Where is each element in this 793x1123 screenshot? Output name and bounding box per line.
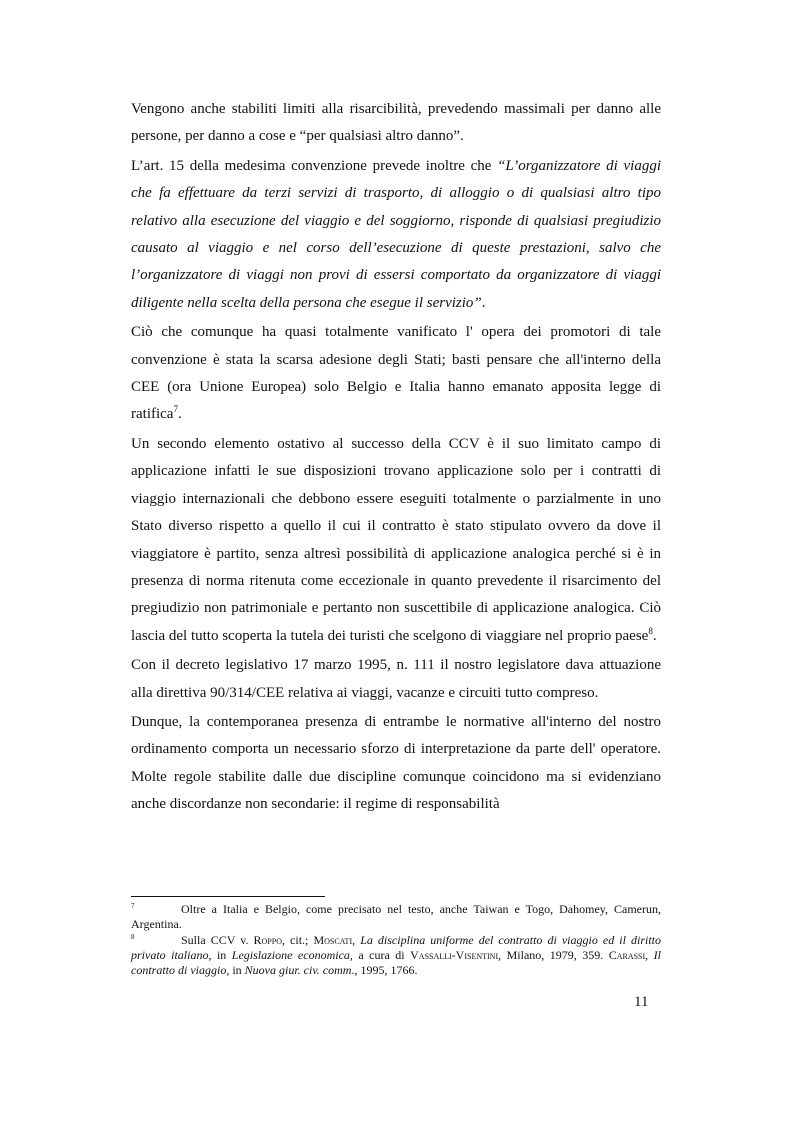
quoted-article-text: “L’organizzatore di viaggi che fa effettuare da terzi servizi di trasporto, di alloggio o di qualsiasi altro tipo relativo alla esecuzione del viaggio e del soggiorno, risponde di qualsiasi pregiudizio causato al viaggio e nel corso dell’esecuzione di queste prestazioni, salvo che l’organizzatore di viaggi non provi di essersi comportato da organizzatore di viaggi diligente nella scelta della persona che esegue il servizio” (131, 157, 661, 311)
paragraph-art-15-end: . (481, 294, 486, 311)
footnote-8-author: Carassi (608, 948, 646, 962)
paragraph-ratification-end: . (177, 406, 182, 423)
footnote-8-segment: , in (208, 948, 232, 962)
footnote-divider (131, 896, 325, 897)
footnote-8-journal: Nuova giur. civ. comm (244, 963, 352, 977)
footnote-8-title: Il contratto di viaggio, (131, 948, 661, 977)
footnote-8-title: Legislazione economica (231, 948, 350, 962)
footnote-8 (131, 933, 661, 978)
paragraph-art-15-intro: L’art. 15 della medesima convenzione prevede inoltre che (131, 157, 498, 174)
footnote-8-segment: in (229, 963, 245, 977)
page-number: 11 (634, 994, 649, 1010)
footnote-7 (131, 902, 661, 932)
footnote-7-mark: 7 (131, 902, 135, 910)
footnote-8-author: Roppo (253, 933, 282, 947)
footnote-8-title: La disciplina uniforme del contratto di viaggio ed il diritto privato italiano (131, 933, 662, 962)
footnote-8-author: Moscati (313, 933, 353, 947)
footnote-ref-8: 8 (648, 625, 653, 636)
footnotes (131, 902, 661, 979)
paragraph-scope-end: . (652, 627, 657, 644)
footnote-8-segment: , Milano, 1979, 359. (498, 948, 609, 962)
paragraph-interpretation (131, 709, 661, 819)
paragraph-scope (131, 431, 661, 650)
footnote-8-segment: , (645, 948, 654, 962)
footnote-7-text: Oltre a Italia e Belgio, come precisato nel testo, anche Taiwan e Togo, Dahomey, Camerun, Argentina. (131, 902, 661, 931)
footnote-ref-7: 7 (173, 404, 178, 415)
footnote-8-segment: , (352, 933, 361, 947)
paragraph-decree-text: Con il decreto legislativo 17 marzo 1995, n. 111 il nostro legislatore dava attuazione alla direttiva 90/314/CEE relativa ai viaggi, vacanze e circuiti tutto compreso. (131, 657, 661, 701)
footnote-8-author: Vassalli-Visentini (410, 948, 499, 962)
paragraph-limits-text: Vengono anche stabiliti limiti alla risarcibilità, prevedendo massimali per danno alle persone, per danno a cose e “per qualsiasi altro danno”. (131, 101, 661, 145)
paragraph-ratification (131, 319, 661, 429)
footnote-8-segment: , a cura di (349, 948, 411, 962)
paragraph-limits (131, 96, 661, 151)
paragraph-ratification-text: Ciò che comunque ha quasi totalmente vanificato l' opera dei promotori di tale convenzione è stata la scarsa adesione degli Stati; basti pensare che all'interno della CEE (ora Unione Europea) solo Belgio e Italia hanno emanato apposita legge di ratifica (131, 324, 661, 423)
footnote-8-segment: Sulla CCV v. (181, 933, 254, 947)
footnote-8-segment: ., 1995, 1766. (351, 963, 418, 977)
paragraph-interpretation-text: Dunque, la contemporanea presenza di entrambe le normative all'interno del nostro ordinamento comporta un necessario sforzo di interpretazione da parte dell' operatore. Molte regole stabilite dalle due discipline comunque coincidono ma si evidenziano anche discordanze non secondarie: il regime di responsabilità (131, 713, 661, 813)
paragraph-art-15 (131, 153, 661, 317)
footnote-8-mark: 8 (131, 933, 135, 941)
footnote-8-segment: , cit.; (281, 933, 314, 947)
paragraph-scope-text: Un secondo elemento ostativo al successo della CCV è il suo limitato campo di applicazione infatti le sue disposizioni trovano applicazione solo per i contratti di viaggio internazionali che debbono essere eseguiti totalmente o parzialmente in uno Stato diverso rispetto a quello il cui il contratto è stato stipulato ovvero da dove il viaggiatore è partito, senza altresì possibilità di applicazione analogica perché si è in presenza di norma ritenuta come eccezionale in quanto prevedente il risarcimento del pregiudizio non patrimoniale e pertanto non suscettibile di applicazione analogica. Ciò lascia del tutto scoperta la tutela dei turisti che scelgono di viaggiare nel proprio paese (131, 435, 661, 644)
main-text (131, 96, 661, 819)
paragraph-decree (131, 652, 661, 707)
